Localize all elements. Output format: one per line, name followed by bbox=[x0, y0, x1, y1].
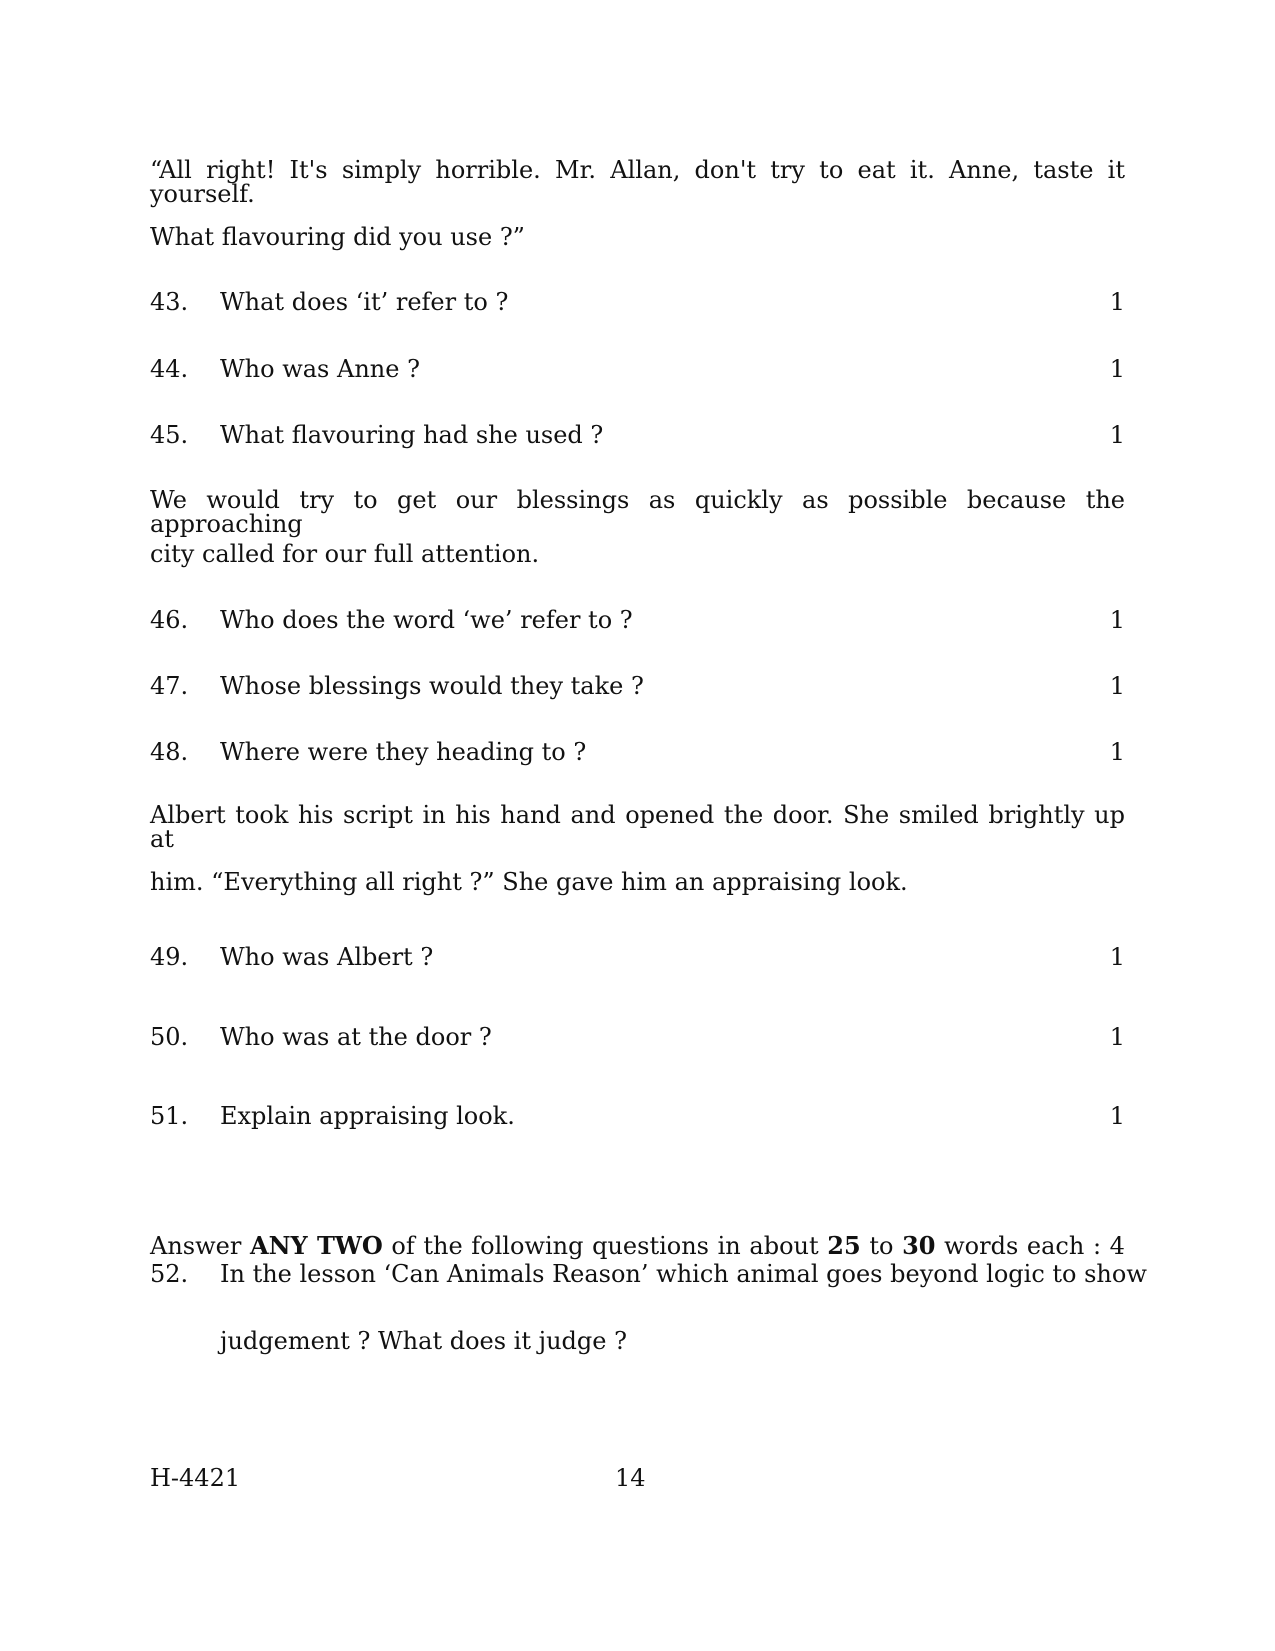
question-51 bbox=[150, 1102, 1125, 1130]
instruction-word-max: 30 bbox=[902, 1231, 936, 1260]
question-marks: 1 bbox=[1109, 672, 1125, 700]
instruction-word-min: 25 bbox=[827, 1231, 861, 1260]
question-number: 47. bbox=[150, 672, 189, 700]
question-marks: 1 bbox=[1109, 738, 1125, 766]
question-text: Whose blessings would they take ? bbox=[220, 672, 644, 700]
instruction-text: of the following questions in about bbox=[391, 1232, 819, 1260]
question-52-continued bbox=[150, 1327, 1125, 1355]
question-number: 50. bbox=[150, 1023, 189, 1051]
paper-code: H-4421 bbox=[150, 1464, 241, 1492]
question-marks: 1 bbox=[1109, 943, 1125, 971]
question-text: What flavouring had she used ? bbox=[220, 421, 604, 449]
instruction-marks: : 4 bbox=[1092, 1232, 1125, 1260]
question-text: What does ‘it’ refer to ? bbox=[220, 288, 509, 316]
question-52 bbox=[150, 1260, 1147, 1288]
question-marks: 1 bbox=[1109, 421, 1125, 449]
question-marks: 1 bbox=[1109, 1102, 1125, 1130]
question-number: 48. bbox=[150, 738, 189, 766]
question-number: 49. bbox=[150, 943, 189, 971]
instruction-text: Answer bbox=[150, 1232, 242, 1260]
passage-2-line-2: city called for our full attention. bbox=[150, 540, 540, 568]
passage-3-line-2: him. “Everything all right ?” She gave him an appraising look. bbox=[150, 868, 908, 896]
question-marks: 1 bbox=[1109, 606, 1125, 634]
passage-3-line-1: Albert took his script in his hand and opened the door. She smiled brightly up at bbox=[150, 801, 1125, 853]
passage-1-line-1: “All right! It's simply horrible. Mr. Allan, don't try to eat it. Anne, taste it yourself. bbox=[150, 156, 1125, 208]
question-48 bbox=[150, 738, 1125, 766]
question-text: Who was at the door ? bbox=[220, 1023, 492, 1051]
passage-2-line-1: We would try to get our blessings as quickly as possible because the approaching bbox=[150, 486, 1125, 538]
section-instruction bbox=[150, 1232, 1125, 1260]
question-number: 52. bbox=[150, 1260, 189, 1288]
question-text-line-2: judgement ? What does it judge ? bbox=[220, 1327, 627, 1355]
question-45 bbox=[150, 421, 1125, 449]
question-number: 44. bbox=[150, 355, 189, 383]
question-number: 43. bbox=[150, 288, 189, 316]
question-marks: 1 bbox=[1109, 288, 1125, 316]
question-text: Where were they heading to ? bbox=[220, 738, 587, 766]
question-number: 45. bbox=[150, 421, 189, 449]
instruction-text: to bbox=[869, 1232, 894, 1260]
question-number: 46. bbox=[150, 606, 189, 634]
question-text: Explain appraising look. bbox=[220, 1102, 515, 1130]
instruction-emphasis: ANY TWO bbox=[249, 1231, 383, 1260]
question-47 bbox=[150, 672, 1125, 700]
page-number: 14 bbox=[615, 1464, 646, 1492]
question-43 bbox=[150, 288, 1125, 316]
question-marks: 1 bbox=[1109, 355, 1125, 383]
instruction-text: words each bbox=[944, 1232, 1085, 1260]
question-text: Who was Albert ? bbox=[220, 943, 434, 971]
question-46 bbox=[150, 606, 1125, 634]
question-text-line-1: In the lesson ‘Can Animals Reason’ which animal goes beyond logic to show bbox=[220, 1260, 1147, 1288]
question-44 bbox=[150, 355, 1125, 383]
question-text: Who does the word ‘we’ refer to ? bbox=[220, 606, 633, 634]
question-marks: 1 bbox=[1109, 1023, 1125, 1051]
question-50 bbox=[150, 1023, 1125, 1051]
question-text: Who was Anne ? bbox=[220, 355, 420, 383]
question-number: 51. bbox=[150, 1102, 189, 1130]
question-49 bbox=[150, 943, 1125, 971]
passage-1-line-2: What flavouring did you use ?” bbox=[150, 223, 525, 251]
